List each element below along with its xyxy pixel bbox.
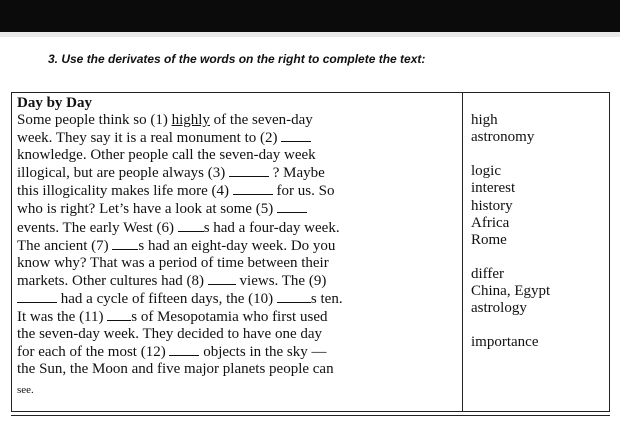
text-segment: s of Mesopotamia who first used	[131, 309, 328, 326]
base-word: logic	[471, 163, 501, 180]
text-line	[17, 112, 457, 129]
text-segment: for us. So	[272, 183, 335, 200]
text-line	[17, 237, 457, 255]
text-line	[17, 200, 457, 218]
base-word: astronomy	[471, 129, 535, 146]
base-word: differ	[471, 265, 505, 282]
text-segment: had a cycle of fifteen days, the (10)	[57, 290, 277, 307]
text-line	[17, 219, 457, 237]
text-line	[17, 361, 457, 378]
text-line	[17, 326, 457, 343]
text-segment: objects in the sky —	[199, 344, 327, 361]
text-line	[17, 255, 457, 272]
text-segment: know why? That was a period of time between their	[17, 254, 329, 271]
text-title: Day by Day	[17, 95, 93, 111]
text-segment: illogical, but are people always (3)	[17, 165, 230, 182]
answer-blank[interactable]	[281, 129, 311, 142]
answer-blank[interactable]	[277, 200, 307, 213]
base-word: China, Egypt	[471, 283, 551, 299]
text-segment: for each of the most (12)	[17, 344, 170, 361]
text-column	[17, 95, 457, 396]
exercise-instruction: 3. Use the derivates of the words on the right to complete the text:	[48, 52, 426, 66]
text-segment: s had a four-day week.	[203, 219, 340, 236]
text-line	[17, 182, 457, 200]
text-line	[17, 272, 457, 290]
answer-blank[interactable]	[229, 164, 269, 177]
text-segment: this illogicality makes life more (4)	[17, 183, 233, 200]
text-segment: The ancient (7)	[17, 237, 113, 254]
base-word: Africa	[471, 214, 510, 231]
text-segment: s ten.	[310, 290, 343, 307]
answer-blank[interactable]	[178, 219, 204, 232]
text-line	[17, 147, 457, 164]
text-body	[17, 112, 457, 378]
text-line	[17, 129, 457, 147]
text-segment: events. The early West (6)	[17, 219, 178, 236]
base-word: Rome	[471, 231, 507, 248]
base-word: astrology	[471, 300, 527, 317]
text-segment: knowledge. Other people call the seven-day week	[17, 147, 316, 164]
top-bar	[0, 0, 620, 32]
text-line	[17, 290, 457, 308]
exercise-box	[11, 92, 610, 412]
top-bar-separator	[0, 32, 620, 37]
text-line	[17, 308, 457, 326]
text-segment: markets. Other cultures had (8)	[17, 272, 208, 289]
answer-blank[interactable]	[107, 308, 131, 321]
answer-blank[interactable]	[169, 343, 199, 356]
text-segment: Some people think so (1)	[17, 112, 172, 128]
answer-blank[interactable]	[277, 290, 311, 303]
text-line	[17, 164, 457, 182]
text-end: see.	[17, 384, 34, 397]
text-segment: the seven-day week. They decided to have one day	[17, 326, 323, 343]
example-answer: highly	[171, 112, 210, 128]
bottom-rule	[11, 415, 610, 416]
base-word: high	[471, 112, 498, 128]
base-word: history	[471, 197, 513, 214]
column-divider	[462, 93, 463, 411]
base-word: importance	[471, 334, 539, 351]
text-segment: It was the (11)	[17, 309, 108, 326]
text-segment: views. The (9)	[235, 272, 327, 289]
text-segment: of the seven-day	[209, 112, 313, 128]
text-line	[17, 343, 457, 361]
answer-blank[interactable]	[208, 272, 236, 285]
answer-blank[interactable]	[17, 290, 57, 303]
text-segment: week. They say it is a real monument to (2)	[17, 130, 282, 147]
text-segment: who is right? Let’s have a look at some (5)	[17, 201, 277, 218]
text-segment: the Sun, the Moon and five major planets people can	[17, 361, 334, 378]
base-word: interest	[471, 180, 516, 197]
text-segment: s had an eight-day week. Do you	[138, 237, 336, 254]
answer-blank[interactable]	[233, 182, 273, 195]
text-segment: ? Maybe	[269, 165, 325, 182]
answer-blank[interactable]	[112, 237, 138, 250]
